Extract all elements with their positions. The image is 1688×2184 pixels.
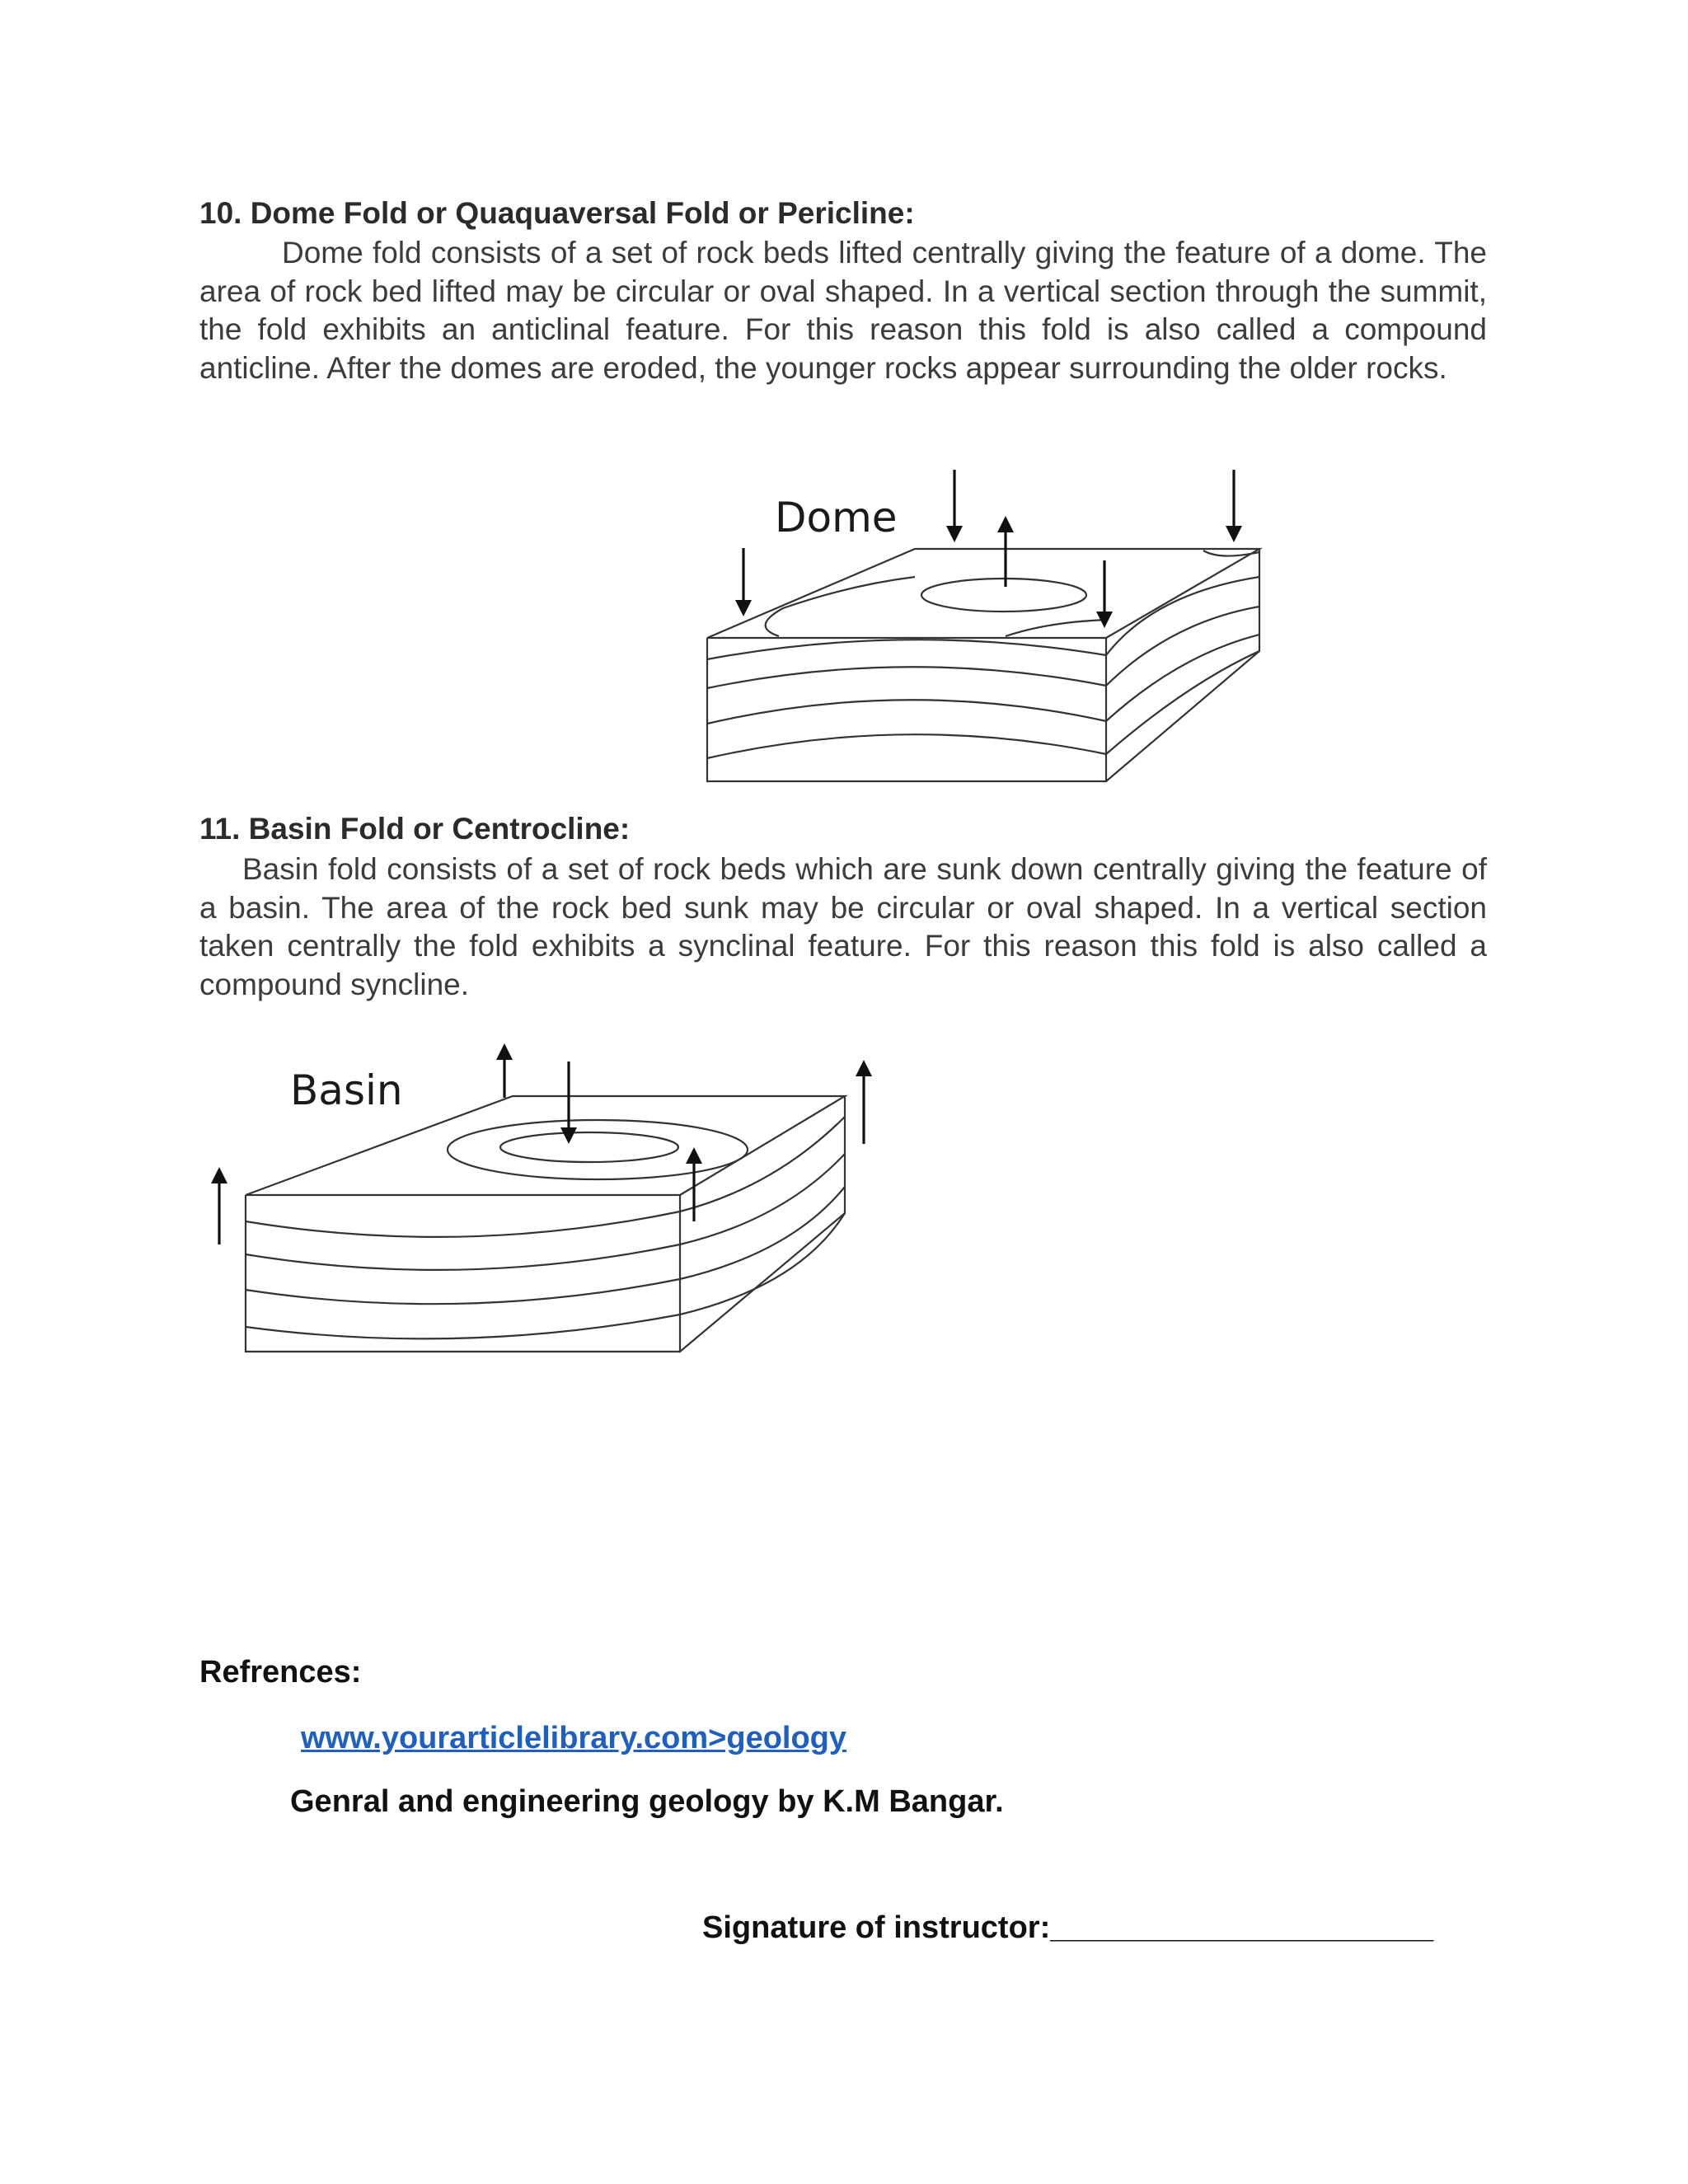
basin-inner-ellipse <box>500 1132 678 1162</box>
signature-line: Signature of instructor:______________________ <box>702 1910 1434 1945</box>
basin-outer-ellipse <box>448 1120 748 1179</box>
reference-book: Genral and engineering geology by K.M Bangar. <box>290 1784 1004 1819</box>
section-10-body: Dome fold consists of a set of rock beds lifted centrally giving the feature of a dome. The area of rock bed lifted may be circular or oval shaped. In a vertical section through the summit, the fold exhibits an anticlinal feature. For this reason this fold is also called a compound anticline. After the domes are eroded, the younger rocks appear surrounding the older rocks. <box>199 236 1487 385</box>
basin-front-face <box>246 1195 680 1352</box>
dome-label: Dome <box>775 494 898 541</box>
reference-link[interactable]: www.yourarticlelibrary.com>geology <box>301 1721 847 1755</box>
dome-top-face <box>707 549 1259 638</box>
basin-label: Basin <box>290 1066 403 1114</box>
dome-core-ellipse <box>921 579 1086 612</box>
section-11-body: Basin fold consists of a set of rock beds which are sunk down centrally giving the feature of a basin. The area of the rock bed sunk may be circular or oval shaped. In a vertical section taken centrally the fold exhibits a synclinal feature. For this reason this fold is also called a compound syncline. <box>199 852 1487 1001</box>
section-11-heading: 11. Basin Fold or Centrocline: <box>199 812 631 846</box>
dome-diagram <box>692 462 1269 791</box>
references-heading: Refrences: <box>199 1655 362 1690</box>
basin-right-face <box>680 1096 845 1352</box>
basin-diagram <box>206 1038 890 1360</box>
section-10-heading: 10. Dome Fold or Quaquaversal Fold or Pericline: <box>199 196 915 230</box>
